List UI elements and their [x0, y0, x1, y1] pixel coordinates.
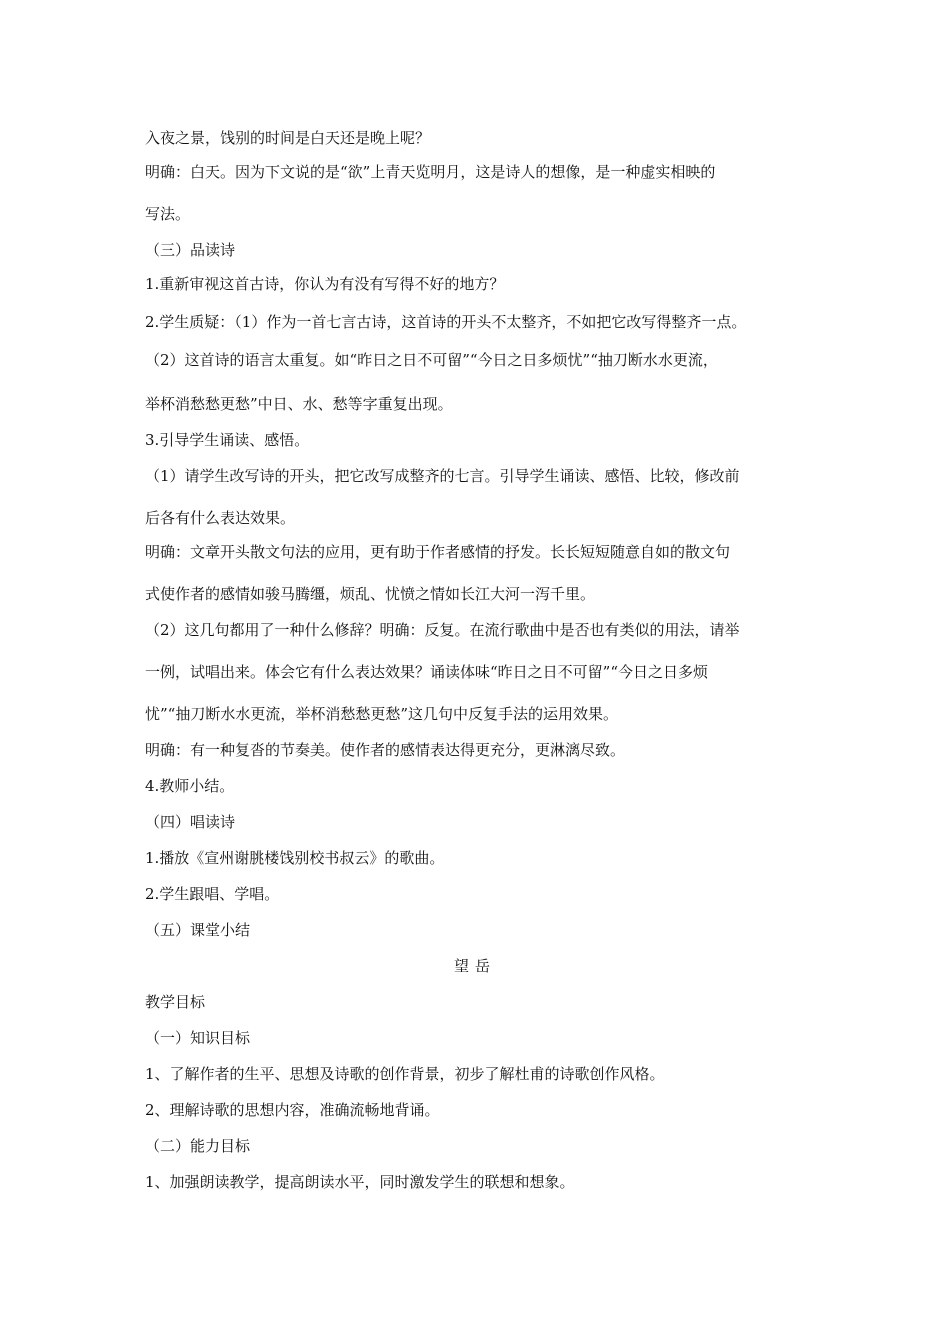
text-line: 4.教师小结。 — [145, 777, 235, 795]
section-heading: （四）唱读诗 — [145, 813, 236, 831]
text-line: （2）这几句都用了一种什么修辞？明确：反复。在流行歌曲中是否也有类似的用法，请举 — [145, 621, 740, 639]
text-line: 2.学生质疑：（1）作为一首七言古诗，这首诗的开头不太整齐，不如把它改写得整齐一点。 — [145, 313, 747, 331]
text-line: 一例，试唱出来。体会它有什么表达效果？诵读体味“昨日之日不可留”“今日之日多烦 — [145, 663, 709, 681]
text-line: 3.引导学生诵读、感悟。 — [145, 431, 310, 449]
text-line: 明确：文章开头散文句法的应用，更有助于作者感情的抒发。长长短短随意自如的散文句 — [145, 543, 731, 561]
text-line: 式使作者的感情如骏马腾缰，烦乱、忧愤之情如长江大河一泻千里。 — [145, 585, 596, 603]
section-heading: 教学目标 — [145, 993, 206, 1011]
text-line: （1）请学生改写诗的开头，把它改写成整齐的七言。引导学生诵读、感悟、比较，修改前 — [145, 467, 740, 485]
text-line: 写法。 — [145, 205, 191, 223]
text-line: 后各有什么表达效果。 — [145, 509, 296, 527]
poem-title: 望岳 — [453, 957, 496, 975]
section-heading: （一）知识目标 — [145, 1029, 251, 1047]
text-line: 2、理解诗歌的思想内容，准确流畅地背诵。 — [145, 1101, 440, 1119]
text-line: 入夜之景，饯别的时间是白天还是晚上呢？ — [145, 129, 431, 147]
text-line: 2.学生跟唱、学唱。 — [145, 885, 280, 903]
text-line: （2）这首诗的语言太重复。如“昨日之日不可留”“今日之日多烦忧”“抽刀断水水更流， — [145, 351, 718, 369]
section-heading: （五）课堂小结 — [145, 921, 251, 939]
text-line: 忧”“抽刀断水水更流，举杯消愁愁更愁”这几句中反复手法的运用效果。 — [145, 705, 619, 723]
section-heading: （三）品读诗 — [145, 241, 236, 259]
text-line: 1.重新审视这首古诗，你认为有没有写得不好的地方？ — [145, 275, 505, 293]
text-line: 明确：有一种复沓的节奏美。使作者的感情表达得更充分，更淋漓尽致。 — [145, 741, 626, 759]
text-line: 举杯消愁愁更愁”中日、水、愁等字重复出现。 — [145, 395, 453, 413]
text-line: 1、了解作者的生平、思想及诗歌的创作背景，初步了解杜甫的诗歌创作风格。 — [145, 1065, 665, 1083]
text-line: 1.播放《宣州谢朓楼饯别校书叔云》的歌曲。 — [145, 849, 445, 867]
section-heading: （二）能力目标 — [145, 1137, 251, 1155]
text-line: 明确：白天。因为下文说的是“欲”上青天览明月，这是诗人的想像，是一种虚实相映的 — [145, 163, 716, 181]
text-line: 1、加强朗读教学，提高朗读水平，同时激发学生的联想和想象。 — [145, 1173, 575, 1191]
